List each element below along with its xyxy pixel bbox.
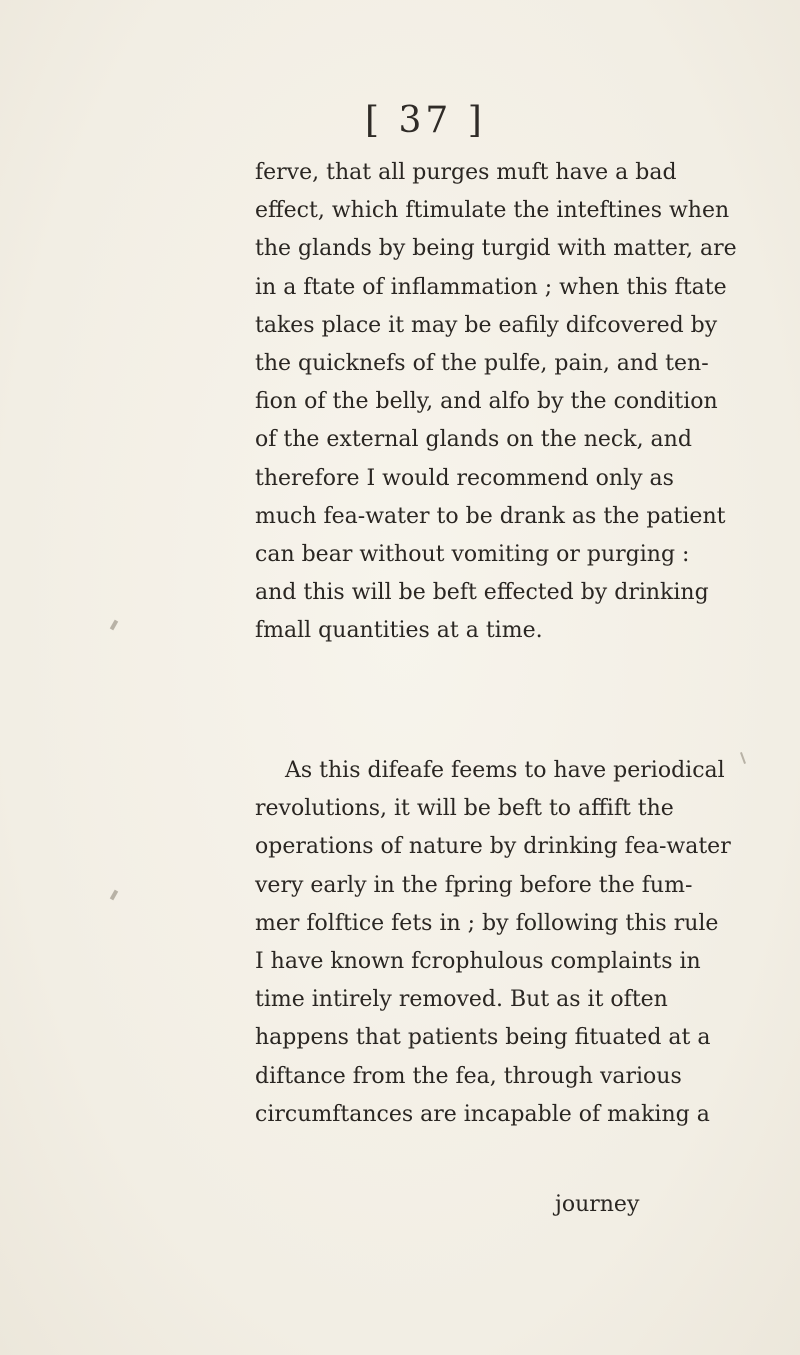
text-line: happens that patients being fituated at a [255,1025,711,1051]
text-line: much fea-water to be drank as the patient [255,503,726,529]
text-line: circumftances are incapable of making a [255,1101,710,1127]
text-line: takes place it may be eafily difcovered by [255,312,718,338]
text-line: I have known fcrophulous complaints in [255,949,701,975]
catchword: journey [555,1192,640,1217]
text-line: the glands by being turgid with matter, are [255,236,737,262]
text-line: of the external glands on the neck, and [255,427,692,453]
paragraph-1 [255,154,737,651]
text-line: therefore I would recommend only as [255,465,674,491]
text-line: fmall quantities at a time. [255,618,543,644]
text-line: the quicknefs of the pulfe, pain, and ten- [255,351,709,377]
text-line: revolutions, it will be beft to affift the [255,796,674,822]
text-line: time intirely removed. But as it often [255,987,668,1013]
text-line: As this difeafe feems to have periodical [285,758,725,783]
text-line: mer folftice fets in ; by following this rule [255,910,719,936]
text-line: ferve, that all purges muft have a bad [255,160,677,185]
text-line: fion of the belly, and alfo by the condition [255,389,718,415]
text-line: operations of nature by drinking fea-water [255,834,731,860]
text-line: very early in the fpring before the fum- [255,872,693,898]
text-line: effect, which ftimulate the inteftines when [255,198,730,224]
text-line: in a ftate of inflammation ; when this ftate [255,274,727,300]
paper-speck [740,752,746,764]
text-line: can bear without vomiting or purging : [255,542,690,568]
page-number: [ 37 ] [365,100,486,141]
paragraph-2 [255,752,731,1134]
paper-speck [110,620,118,631]
text-line: diftance from the fea, through various [255,1063,682,1089]
text-line: and this will be beft effected by drinking [255,580,709,606]
paper-speck [110,890,118,901]
